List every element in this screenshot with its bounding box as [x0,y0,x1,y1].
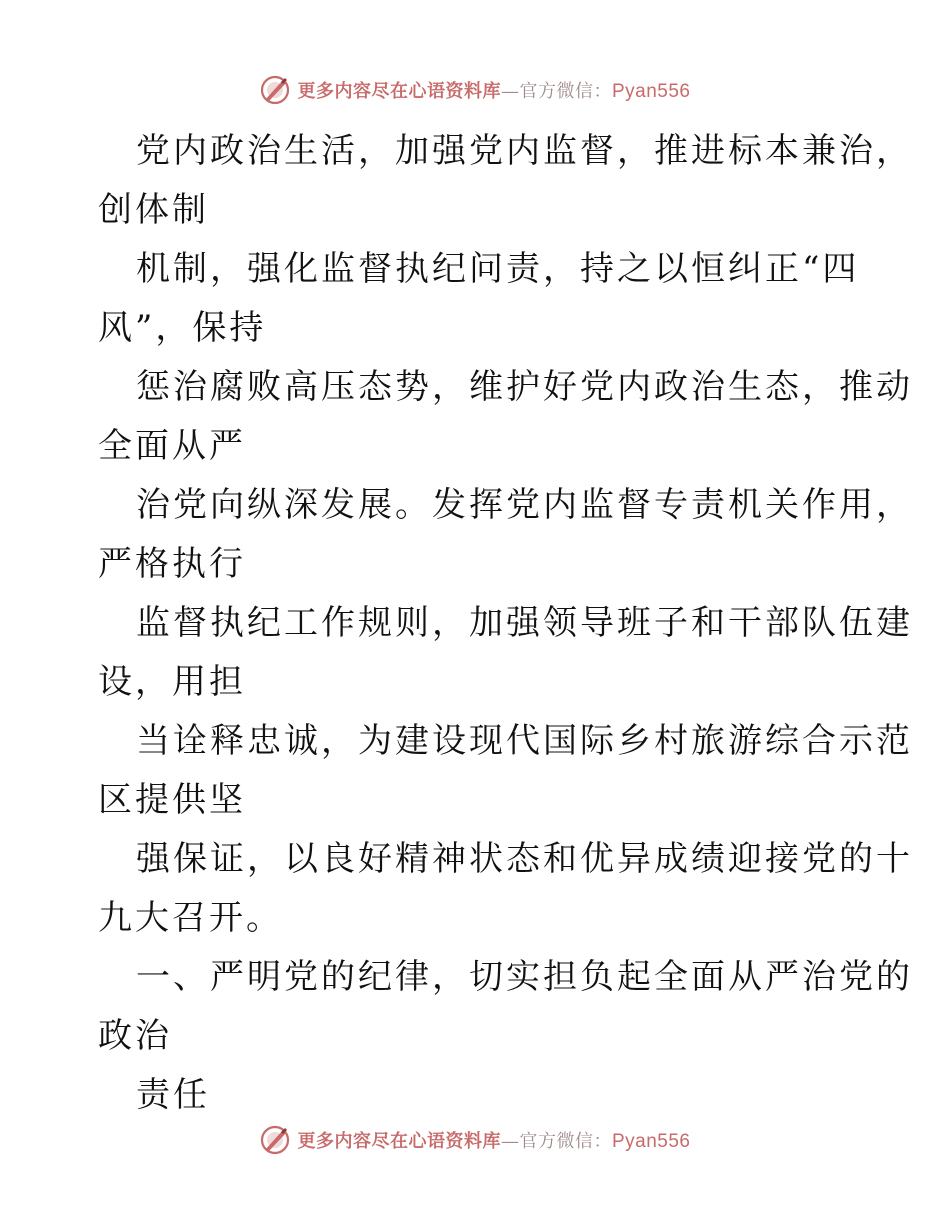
body-line: 机制，强化监督执纪问责，持之以恒纠正“四 [136,249,860,289]
body-line: 风”，保持 [98,308,267,348]
body-line: 惩治腐败高压态势，维护好党内政治生态，推动 [136,367,913,407]
body-line: 当诠释忠诚，为建设现代国际乡村旅游综合示范 [136,721,913,761]
banner-wechat-label: 官方微信： [519,81,612,102]
quill-pen-seal-icon [259,74,291,106]
body-line: 设，用担 [98,662,246,702]
banner-dash: — [500,81,520,102]
body-line: 九大召开。 [98,898,283,938]
body-line: 治党向纵深发展。发挥党内监督专责机关作用， [136,485,913,525]
banner-title: 更多内容尽在心语资料库 [297,81,501,102]
banner-wechat-id: Pyan556 [611,81,691,102]
section-heading-line: 政治 [98,1016,172,1056]
body-line: 全面从严 [98,426,246,466]
header-banner [0,70,950,110]
section-heading-line: 责任 [136,1075,210,1115]
footer-banner [0,1120,950,1160]
body-line: 区提供坚 [98,780,246,820]
footer-wechat-label: 官方微信： [519,1131,612,1152]
quill-pen-seal-icon [259,1124,291,1156]
section-heading-line: 一、严明党的纪律，切实担负起全面从严治党的 [136,957,913,997]
body-line: 严格执行 [98,544,246,584]
body-line: 监督执纪工作规则，加强领导班子和干部队伍建 [136,603,913,643]
footer-dash: — [500,1131,520,1152]
body-line: 创体制 [98,190,209,230]
document-body [98,122,913,1125]
footer-wechat-id: Pyan556 [611,1131,691,1152]
body-line: 强保证，以良好精神状态和优异成绩迎接党的十 [136,839,913,879]
footer-title: 更多内容尽在心语资料库 [297,1131,501,1152]
body-line: 党内政治生活，加强党内监督，推进标本兼治， [136,131,913,171]
